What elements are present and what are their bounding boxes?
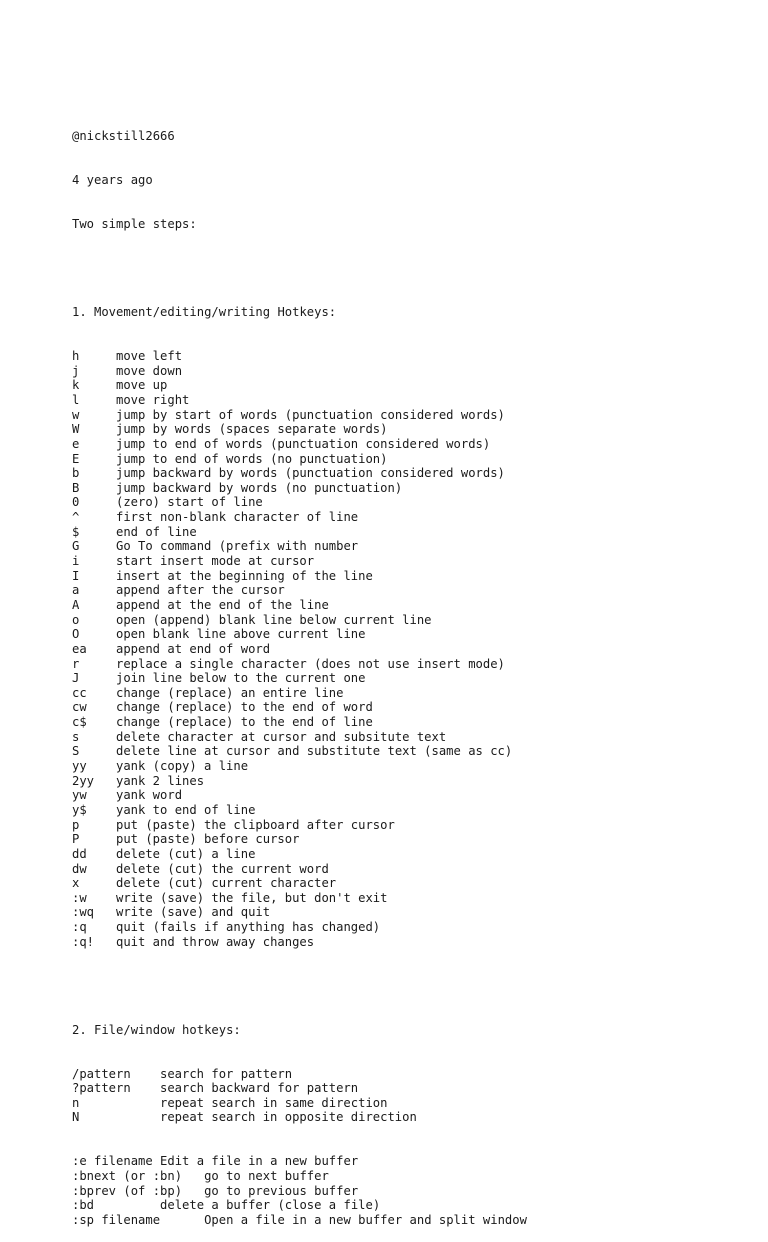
- post-timestamp: 4 years ago: [72, 173, 153, 188]
- hotkey-description: jump by start of words (punctuation considered words): [116, 407, 505, 422]
- hotkey-row: [72, 1110, 527, 1125]
- hotkey-row: [72, 744, 527, 759]
- hotkey-description: move up: [116, 378, 168, 393]
- hotkey-row: [72, 393, 527, 408]
- hotkey-key: e: [72, 436, 80, 451]
- hotkey-key: A: [72, 597, 80, 612]
- hotkey-row: [72, 627, 527, 642]
- hotkey-description: repeat search in same direction: [160, 1095, 388, 1110]
- hotkey-row: [72, 788, 527, 803]
- hotkey-row: [72, 525, 527, 540]
- hotkey-key: ?pattern: [72, 1081, 131, 1096]
- hotkey-key: 2yy: [72, 773, 95, 788]
- hotkey-key: p: [72, 817, 80, 832]
- section-1-title: 1. Movement/editing/writing Hotkeys:: [72, 305, 337, 320]
- hotkey-key: :q!: [72, 934, 95, 949]
- hotkey-row: [72, 862, 527, 877]
- hotkey-description: move left: [116, 349, 183, 364]
- hotkey-key: E: [72, 451, 80, 466]
- hotkey-key: ^: [72, 510, 80, 525]
- hotkey-description: yank to end of line: [116, 802, 256, 817]
- hotkey-row: [72, 1067, 527, 1082]
- hotkey-description: write (save) the file, but don't exit: [116, 890, 388, 905]
- hotkey-key: 0: [72, 495, 80, 510]
- hotkey-row: [72, 452, 527, 467]
- hotkey-row: [72, 905, 527, 920]
- hotkey-key: dw: [72, 861, 87, 876]
- hotkey-description: delete (cut) current character: [116, 876, 337, 891]
- hotkey-row: [72, 495, 527, 510]
- hotkey-row: [72, 378, 527, 393]
- hotkey-description: yank 2 lines: [116, 773, 205, 788]
- hotkey-key: /pattern: [72, 1066, 131, 1081]
- hotkey-description: yank word: [116, 788, 183, 803]
- hotkey-key: :wq: [72, 905, 95, 920]
- movement-hotkey-list: [72, 349, 527, 949]
- comment-document: [72, 100, 527, 1242]
- hotkey-key: yy: [72, 759, 87, 774]
- hotkey-description: delete (cut) the current word: [116, 861, 329, 876]
- hotkey-row: [72, 598, 527, 613]
- hotkey-row: [72, 422, 527, 437]
- author-handle[interactable]: @nickstill2666: [72, 129, 175, 144]
- hotkey-row: :bnext (or :bn) go to next buffer: [72, 1169, 329, 1184]
- hotkey-key: w: [72, 407, 80, 422]
- hotkey-row: [72, 832, 527, 847]
- hotkey-key: l: [72, 393, 80, 407]
- hotkey-key: c$: [72, 715, 87, 730]
- hotkey-row: [72, 539, 527, 554]
- hotkey-key: i: [72, 554, 80, 569]
- hotkey-row: [72, 657, 527, 672]
- hotkey-key: j: [72, 363, 80, 378]
- hotkey-description: jump backward by words (no punctuation): [116, 480, 403, 495]
- hotkey-row: [72, 891, 527, 906]
- hotkey-description: append at the end of the line: [116, 597, 329, 612]
- hotkey-row: :bprev (of :bp) go to previous buffer: [72, 1183, 359, 1198]
- hotkey-description: open (append) blank line below current line: [116, 612, 432, 627]
- hotkey-row: [72, 642, 527, 657]
- hotkey-description: repeat search in opposite direction: [160, 1110, 417, 1125]
- hotkey-description: append at end of word: [116, 641, 271, 656]
- hotkey-row: [72, 613, 527, 628]
- hotkey-row: [72, 569, 527, 584]
- hotkey-description: join line below to the current one: [116, 671, 366, 686]
- hotkey-description: quit and throw away changes: [116, 934, 315, 949]
- intro-text: Two simple steps:: [72, 217, 197, 232]
- hotkey-key: N: [72, 1110, 80, 1125]
- file-window-buffer-lines: [72, 1154, 527, 1227]
- hotkey-description: Go To command (prefix with number: [116, 539, 359, 554]
- hotkey-description: first non-blank character of line: [116, 510, 359, 525]
- hotkey-description: move down: [116, 363, 183, 378]
- hotkey-description: change (replace) to the end of word: [116, 700, 373, 715]
- hotkey-key: G: [72, 539, 80, 554]
- blank-line: [72, 979, 527, 994]
- hotkey-description: put (paste) the clipboard after cursor: [116, 817, 395, 832]
- hotkey-key: k: [72, 378, 80, 393]
- hotkey-key: :q: [72, 920, 87, 935]
- hotkey-row: [72, 876, 527, 891]
- hotkey-key: P: [72, 832, 80, 847]
- hotkey-row: [72, 847, 527, 862]
- hotkey-description: move right: [116, 393, 190, 407]
- hotkey-description: delete character at cursor and subsitute text: [116, 729, 447, 744]
- hotkey-description: change (replace) to the end of line: [116, 715, 373, 730]
- hotkey-row: [72, 408, 527, 423]
- hotkey-key: dd: [72, 846, 87, 861]
- hotkey-description: (zero) start of line: [116, 495, 263, 510]
- section-2-title: 2. File/window hotkeys:: [72, 1022, 241, 1037]
- hotkey-key: I: [72, 568, 80, 583]
- hotkey-description: open blank line above current line: [116, 627, 366, 642]
- hotkey-description: put (paste) before cursor: [116, 832, 300, 847]
- hotkey-key: o: [72, 612, 80, 627]
- hotkey-key: yw: [72, 788, 87, 803]
- hotkey-key: B: [72, 480, 80, 495]
- hotkey-key: r: [72, 656, 80, 671]
- hotkey-row: [72, 730, 527, 745]
- hotkey-description: delete line at cursor and substitute text (same as cc): [116, 744, 513, 759]
- hotkey-key: h: [72, 349, 80, 364]
- hotkey-description: quit (fails if anything has changed): [116, 920, 381, 935]
- hotkey-description: search backward for pattern: [160, 1081, 359, 1096]
- hotkey-description: delete (cut) a line: [116, 846, 256, 861]
- hotkey-row: [72, 920, 527, 935]
- hotkey-key: y$: [72, 802, 87, 817]
- hotkey-description: insert at the beginning of the line: [116, 568, 373, 583]
- hotkey-row: [72, 774, 527, 789]
- hotkey-description: replace a single character (does not use insert mode): [116, 656, 505, 671]
- hotkey-row: [72, 686, 527, 701]
- hotkey-description: yank (copy) a line: [116, 759, 249, 774]
- hotkey-key: W: [72, 422, 80, 437]
- hotkey-description: append after the cursor: [116, 583, 285, 598]
- hotkey-key: cc: [72, 685, 87, 700]
- hotkey-row: [72, 935, 527, 950]
- hotkey-key: a: [72, 583, 80, 598]
- hotkey-row: [72, 759, 527, 774]
- hotkey-key: n: [72, 1095, 80, 1110]
- hotkey-description: jump to end of words (no punctuation): [116, 451, 388, 466]
- hotkey-key: cw: [72, 700, 87, 715]
- hotkey-key: J: [72, 671, 80, 686]
- hotkey-description: end of line: [116, 524, 197, 539]
- hotkey-row: [72, 1081, 527, 1096]
- hotkey-key: b: [72, 466, 80, 481]
- hotkey-row: [72, 700, 527, 715]
- hotkey-key: x: [72, 876, 80, 891]
- hotkey-description: write (save) and quit: [116, 905, 271, 920]
- hotkey-row: [72, 481, 527, 496]
- hotkey-row: :e filename Edit a file in a new buffer: [72, 1154, 359, 1169]
- hotkey-row: [72, 1096, 527, 1111]
- hotkey-row: [72, 803, 527, 818]
- hotkey-row: :bd delete a buffer (close a file): [72, 1198, 381, 1213]
- hotkey-description: search for pattern: [160, 1066, 293, 1081]
- hotkey-key: O: [72, 627, 80, 642]
- hotkey-key: s: [72, 729, 80, 744]
- hotkey-row: :sp filename Open a file in a new buffer and split window: [72, 1213, 527, 1227]
- hotkey-row: [72, 349, 527, 364]
- hotkey-row: [72, 583, 527, 598]
- file-window-hotkey-list: [72, 1067, 527, 1126]
- hotkey-key: :w: [72, 890, 87, 905]
- hotkey-row: [72, 671, 527, 686]
- hotkey-row: [72, 510, 527, 525]
- hotkey-row: [72, 818, 527, 833]
- hotkey-description: start insert mode at cursor: [116, 554, 315, 569]
- hotkey-row: [72, 554, 527, 569]
- hotkey-key: S: [72, 744, 80, 759]
- hotkey-key: ea: [72, 641, 87, 656]
- hotkey-row: [72, 715, 527, 730]
- hotkey-row: [72, 437, 527, 452]
- hotkey-row: [72, 364, 527, 379]
- hotkey-key: $: [72, 524, 80, 539]
- blank-line: [72, 261, 527, 276]
- hotkey-description: jump by words (spaces separate words): [116, 422, 388, 437]
- hotkey-description: change (replace) an entire line: [116, 685, 344, 700]
- hotkey-description: jump backward by words (punctuation considered words): [116, 466, 505, 481]
- hotkey-row: [72, 466, 527, 481]
- hotkey-description: jump to end of words (punctuation considered words): [116, 436, 491, 451]
